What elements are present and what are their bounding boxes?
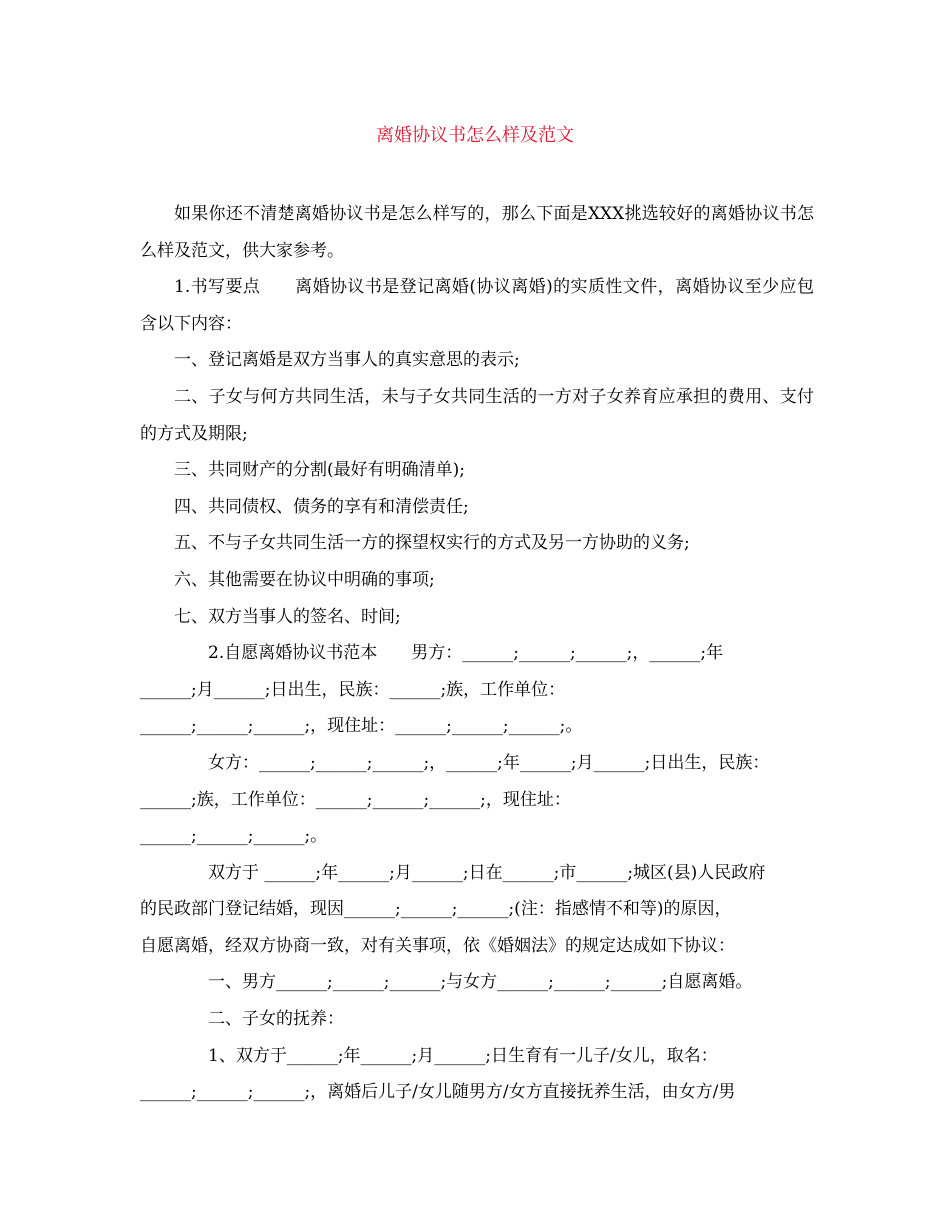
child-line: 1、双方于______;年______;月______;日生育有一儿子/女儿，取名： — [208, 1045, 718, 1066]
female-line: ______;______;______;。 — [140, 826, 328, 847]
agreement-item-1: 一、男方______;______;______;与女方______;______;______;自愿离婚。 — [208, 972, 753, 993]
point-5: 五、不与子女共同生活一方的探望权实行的方式及另一方协助的义务; — [174, 533, 690, 554]
document-title: 离婚协议书怎么样及范文 — [376, 125, 574, 146]
marriage-line: 的民政部门登记结婚，现因______;______;______;(注：指感情不和等)的原因， — [140, 899, 732, 920]
marriage-line: 双方于 ______;年______;月______;日在______;市______;城区(县)人民政府 — [208, 862, 766, 883]
marriage-line: 自愿离婚，经双方协商一致，对有关事项，依《婚姻法》的规定达成如下协议： — [140, 935, 735, 956]
intro-paragraph: 如果你还不清楚离婚协议书是怎么样写的，那么下面是XXX挑选较好的离婚协议书怎么样及范文，供大家参考。 — [140, 204, 814, 261]
female-line: ______;族，工作单位：______;______;______;，现住址： — [140, 789, 571, 810]
female-line: 女方：______;______;______;，______;年______;月______;日出生，民族： — [208, 752, 770, 773]
writing-points-paragraph: 1.书写要点 离婚协议书是登记离婚(协议离婚)的实质性文件，离婚协议至少应包含以下内容： — [140, 277, 814, 334]
child-line: ______;______;______;，离婚后儿子/女儿随男方/女方直接抚养生活，由女方/男 — [140, 1082, 736, 1103]
sample-line: ______;月______;日出生，民族：______;族，工作单位： — [140, 679, 566, 700]
document-body — [140, 196, 814, 1111]
agreement-item-2: 二、子女的抚养： — [208, 1009, 344, 1030]
point-3: 三、共同财产的分割(最好有明确清单); — [174, 460, 465, 481]
point-6: 六、其他需要在协议中明确的事项; — [174, 569, 435, 590]
point-7: 七、双方当事人的签名、时间; — [174, 606, 401, 627]
point-4: 四、共同债权、债务的享有和清偿责任; — [174, 496, 469, 517]
sample-heading-line: 2.自愿离婚协议书范本 男方：______;______;______;，______;年 — [208, 643, 724, 664]
sample-line: ______;______;______;，现住址：______;______;______;。 — [140, 716, 583, 737]
point-2: 二、子女与何方共同生活，未与子女共同生活的一方对子女养育应承担的费用、支付的方式及期限; — [140, 386, 814, 444]
point-1: 一、登记离婚是双方当事人的真实意思的表示; — [174, 350, 520, 371]
